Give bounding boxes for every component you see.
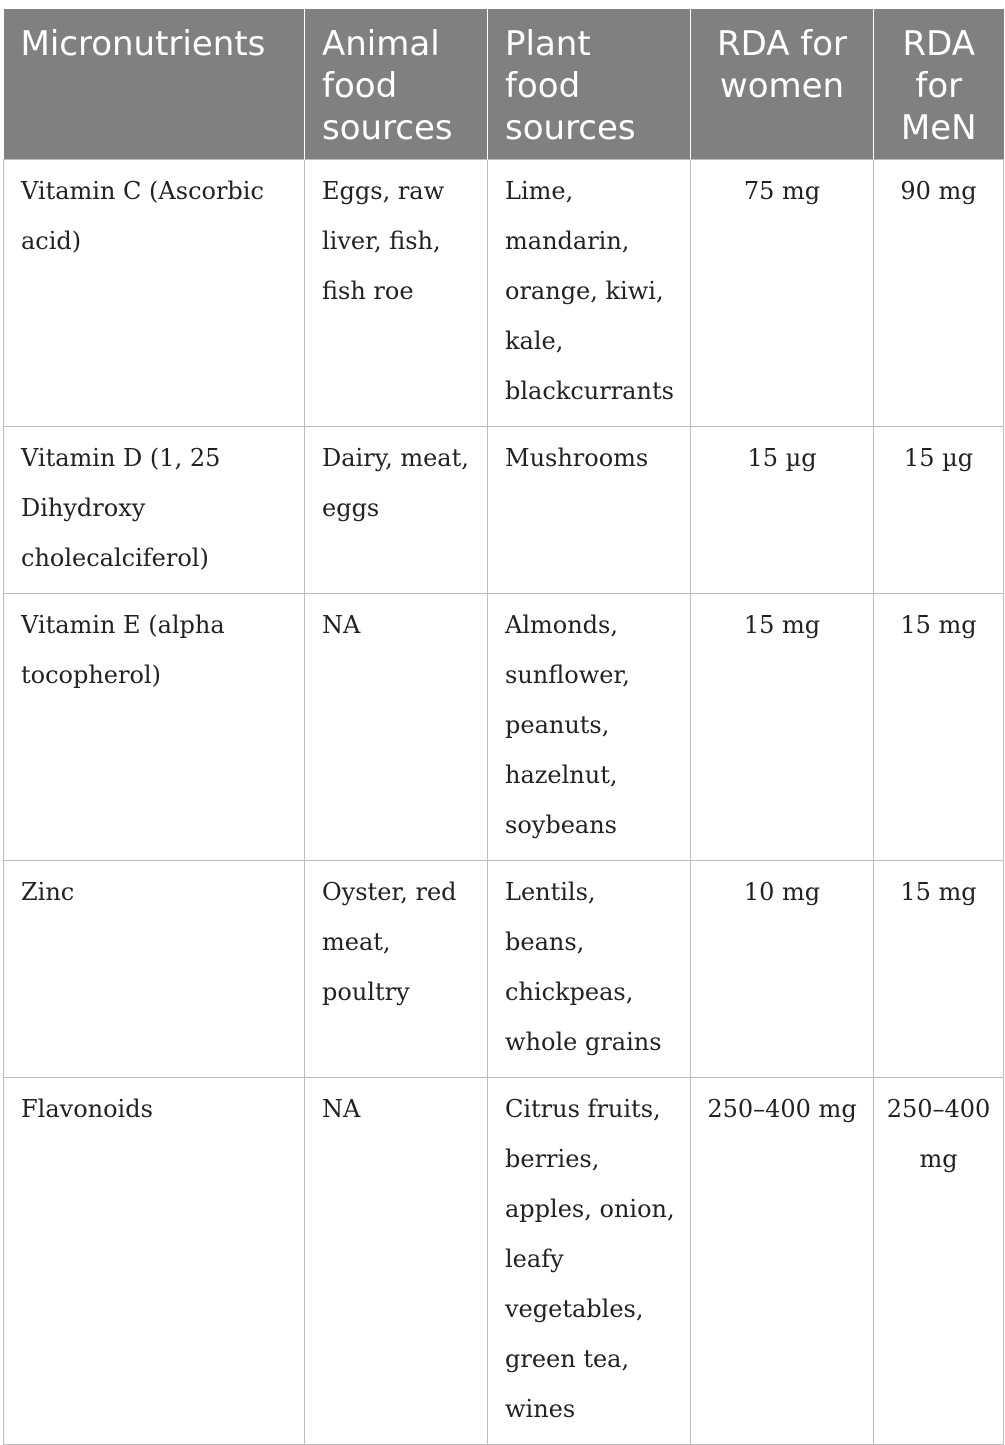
table-body	[4, 160, 1004, 1445]
cell-rda-women: 15 mg	[691, 594, 874, 861]
cell-micronutrient: Flavonoids	[4, 1078, 305, 1445]
header-micronutrients: Micronutrients	[4, 9, 305, 160]
cell-rda-women: 15 µg	[691, 427, 874, 594]
cell-animal-sources: NA	[305, 594, 488, 861]
header-animal-food-sources: Animal food sources	[305, 9, 488, 160]
cell-animal-sources: Dairy, meat, eggs	[305, 427, 488, 594]
cell-plant-sources: Lime, mandarin, orange, kiwi, kale, blackcurrants	[488, 160, 691, 427]
table-row	[4, 160, 1004, 427]
cell-micronutrient: Zinc	[4, 861, 305, 1078]
cell-rda-men: 90 mg	[874, 160, 1004, 427]
cell-plant-sources: Almonds, sunflower, peanuts, hazelnut, soybeans	[488, 594, 691, 861]
table-row	[4, 861, 1004, 1078]
cell-rda-women: 250–400 mg	[691, 1078, 874, 1445]
cell-animal-sources: NA	[305, 1078, 488, 1445]
cell-micronutrient: Vitamin C (Ascorbic acid)	[4, 160, 305, 427]
cell-animal-sources: Oyster, red meat, poultry	[305, 861, 488, 1078]
cell-micronutrient: Vitamin D (1, 25 Dihydroxy cholecalciferol)	[4, 427, 305, 594]
cell-animal-sources: Eggs, raw liver, fish, fish roe	[305, 160, 488, 427]
cell-rda-women: 10 mg	[691, 861, 874, 1078]
table-header	[4, 9, 1004, 160]
table-row	[4, 427, 1004, 594]
cell-plant-sources: Mushrooms	[488, 427, 691, 594]
cell-rda-men: 15 mg	[874, 594, 1004, 861]
cell-micronutrient: Vitamin E (alpha tocopherol)	[4, 594, 305, 861]
cell-rda-women: 75 mg	[691, 160, 874, 427]
table-row	[4, 1078, 1004, 1445]
cell-rda-men: 250–400 mg	[874, 1078, 1004, 1445]
cell-plant-sources: Lentils, beans, chickpeas, whole grains	[488, 861, 691, 1078]
header-plant-food-sources: Plant food sources	[488, 9, 691, 160]
header-rda-men: RDA for MeN	[874, 9, 1004, 160]
cell-rda-men: 15 mg	[874, 861, 1004, 1078]
header-rda-women: RDA for women	[691, 9, 874, 160]
cell-rda-men: 15 µg	[874, 427, 1004, 594]
table-row	[4, 594, 1004, 861]
header-row	[4, 9, 1004, 160]
micronutrient-table	[3, 9, 1004, 1445]
cell-plant-sources: Citrus fruits, berries, apples, onion, leafy vegetables, green tea, wines	[488, 1078, 691, 1445]
